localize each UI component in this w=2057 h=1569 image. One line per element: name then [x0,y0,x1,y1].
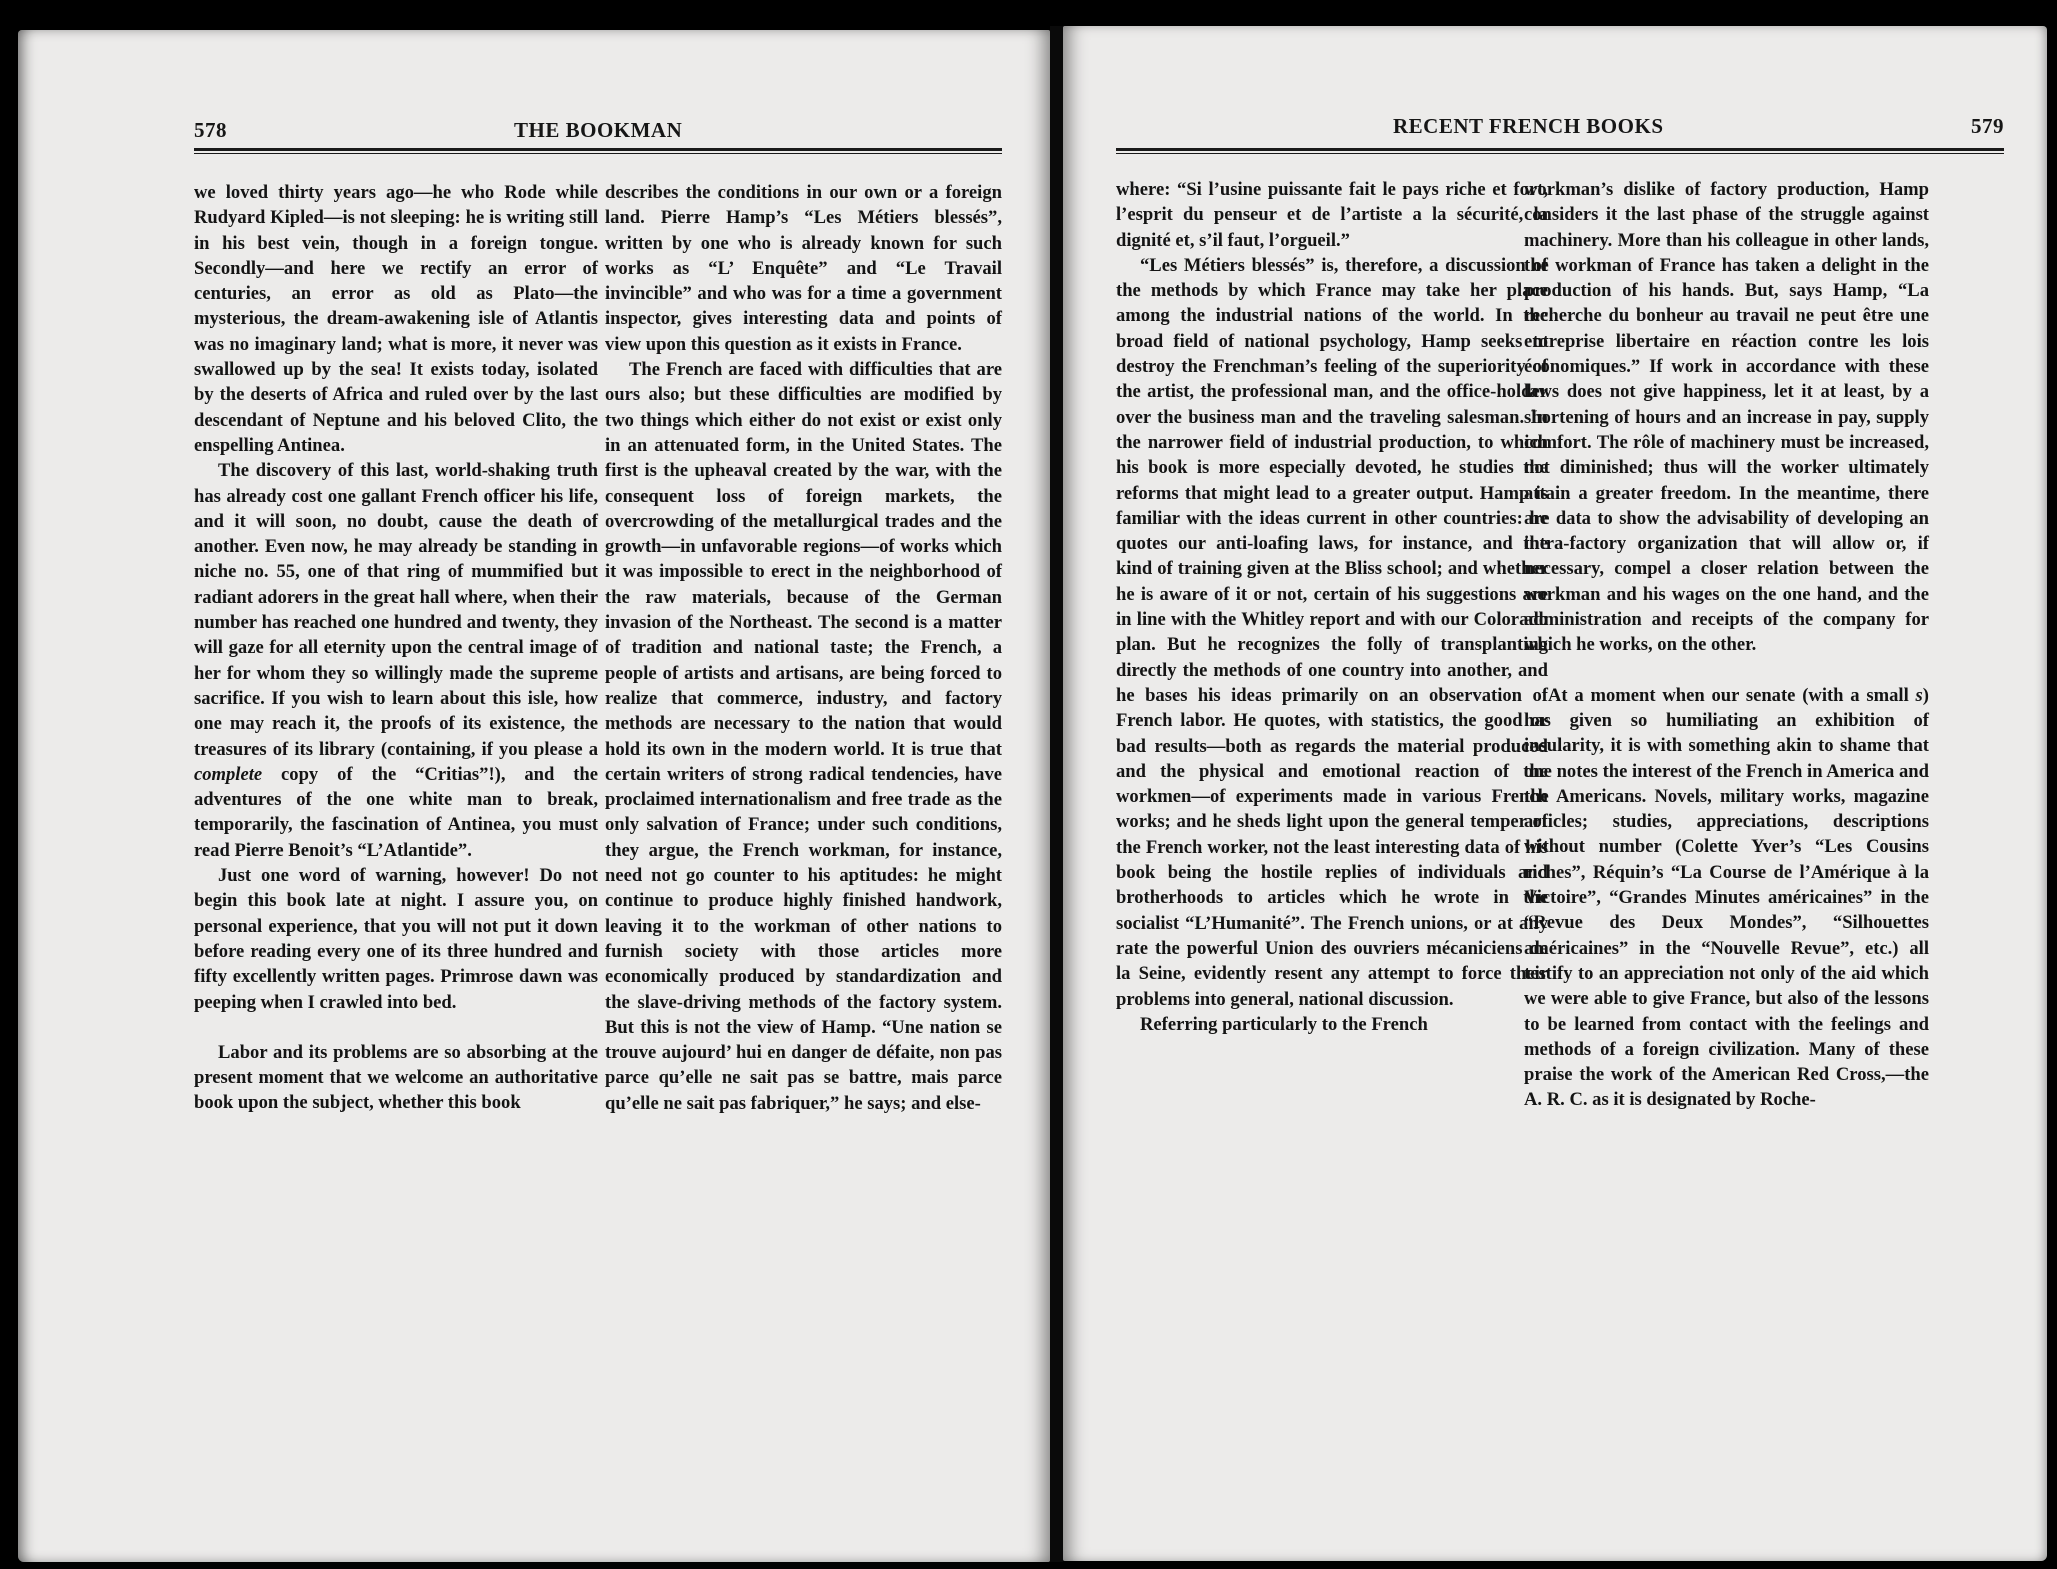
header-rule-left [194,148,1002,154]
paragraph: workman’s dislike of factory production, Hamp considers it the last phase of the struggle against machinery. More than his colleague in other lands, the workman of France has taken a delight in the production of his hands. But, says Hamp, “La recherche du bonheur au travail ne peut être une entreprise libertaire en réaction contre les lois économiques.” If work in accordance with these laws does not give happiness, let it at least, by a shortening of hours and an increase in pay, supply comfort. The rôle of machinery must be increased, not diminished; thus will the worker ultimately attain a greater freedom. In the meantime, there are data to show the advisability of developing an intra-factory organization that will allow or, if necessary, compel a closer relation between the workman and his wages on the one hand, and the administration and receipts of the company for which he works, on the other. [1524,179,1929,656]
text-span: At a moment when our senate (with a small [1548,684,1909,706]
paragraph: we loved thirty years ago—he who Rode while Rudyard Kipled—is not sleeping: he is writing still in his best vein, though in a foreign tongue. Secondly—and here we rectify an error of centuries, an error as old as Plato—the mysterious, the dream-awakening isle of Atlantis was no imaginary land; what is more, it never was swallowed up by the sea! It exists today, isolated by the deserts of Africa and ruled over by the last descendant of Neptune and his beloved Clito, the enspelling Antinea. [194,182,598,456]
emphasis: s [1915,684,1923,706]
book-gutter [1050,26,1063,1562]
paragraph [194,458,598,863]
right-page [1063,26,2047,1561]
emphasis: complete [194,763,263,785]
text-span: ) has given so humiliating an exhibition of insularity, it is with something akin to shame that one notes the interest of the French in America and the Americans. Novels, military works, magazine articles; studies, appreciations, descriptions without number (Colette Yver’s “Les Cousins riches”, Réquin’s “La Course de l’Amérique à la Victoire”, “Grandes Minutes américaines” in the “Revue des Deux Mondes”, “Silhouettes américaines” in the “Nouvelle Revue”, etc.) all testify to an appreciation not only of the aid which we were able to give France, but also of the lessons to be learned from contact with the feelings and methods of a foreign civilization. Many of these praise the work of the American Red Cross,—the A. R. C. as it is designated by Roche- [1524,684,1929,1111]
right-column-1 [1116,177,1548,1037]
paragraph: Just one word of warning, however! Do not begin this book late at night. I assure you, on personal experience, that you will not put it down before reading every one of its three hundred and fifty excellently written pages. Primrose dawn was peeping when I crawled into bed. [194,865,598,1013]
paragraph: Referring particularly to the French [1140,1013,1428,1035]
text-span: copy of the “Critias”!), and the adventures of the one white man to break, temporarily, the fascination of Antinea, you must read Pierre Benoit’s “L’Atlantide”. [194,763,598,861]
header-rule-right [1116,148,2004,154]
paragraph [1524,683,1929,1113]
paragraph: describes the conditions in our own or a foreign land. Pierre Hamp’s “Les Métiers blessés”, written by one who is already known for such works as “L’ Enquête” and “Le Travail invincible” and who was for a time a government inspector, gives interesting data and points of view upon this question as it exists in France. [605,182,1002,355]
running-head-right: RECENT FRENCH BOOKS [1393,114,1664,138]
left-column-1 [194,180,598,1116]
paragraph: Labor and its problems are so absorbing at the present moment that we welcome an authoritative book upon the subject, whether this book [194,1041,598,1114]
running-head-left: THE BOOKMAN [514,118,683,142]
paragraph: where: “Si l’usine puissante fait le pays riche et fort, l’esprit du penseur et de l’artiste a la sécurité, la dignité et, s’il faut, l’orgueil.” [1116,179,1548,251]
text-span: The discovery of this last, world-shaking truth has already cost one gallant French officer his life, and it will soon, no doubt, cause the death of another. Even now, he may already be standing in niche no. 55, one of that ring of mummified but radiant adorers in the great hall where, when their number has reached one hundred and twenty, they will gaze for all eternity upon the central image of her for whom they so willingly made the supreme sacrifice. If you wish to learn about this isle, how one may reach it, the proofs of its existence, the treasures of its library (containing, if you please a [194,460,598,760]
page-number-left: 578 [194,118,227,142]
paragraph: “Les Métiers blessés” is, therefore, a discussion of the methods by which France may take her place among the industrial nations of the world. In the broad field of national psychology, Hamp seeks to destroy the Frenchman’s feeling of the superiority of the artist, the professional man, and the office-holder over the business man and the traveling salesman. In the narrower field of industrial production, to which his book is more especially devoted, he studies the reforms that might lead to a greater output. Hamp is familiar with the ideas current in other countries: he quotes our anti-loafing laws, for instance, and the kind of training given at the Bliss school; and whether he is aware of it or not, certain of his suggestions are in line with the Whitley report and with our Colorado plan. But he recognizes the folly of transplanting directly the methods of one country into another, and he bases his ideas primarily on an observation of French labor. He quotes, with statistics, the good or bad results—both as regards the material produced and the physical and emotional reaction of the workmen—of experiments made in various French works; and he sheds light upon the general temper of the French worker, not the least interesting data of his book being the hostile replies of individuals and brotherhoods to articles which he wrote in the socialist “L’Humanité”. The French unions, or at any rate the powerful Union des ouvriers mécaniciens de la Seine, evidently resent any attempt to force their problems into general, national discussion. [1116,254,1548,1010]
page-number-right: 579 [1971,114,2004,138]
left-column-2 [605,180,1002,1116]
paragraph: The French are faced with difficulties that are ours also; but these difficulties are modified by two things which either do not exist or exist only in an attenuated form, in the United States. The first is the upheaval created by the war, with the consequent loss of foreign markets, the overcrowding of the metallurgical trades and the growth—in unfavorable regions—of works which it was impossible to erect in the neighborhood of the raw materials, because of the German invasion of the Northeast. The second is a matter of tradition and national taste; the French, a people of artists and artisans, are being forced to realize that commerce, industry, and factory methods are necessary to the nation that would hold its own in the modern world. It is true that certain writers of strong radical tendencies, have proclaimed internationalism and free trade as the only salvation of France; under such conditions, they argue, the French workman, for instance, need not go counter to his aptitudes: he might continue to produce highly finished handwork, leaving it to the workman of other nations to furnish society with those articles more economically produced by standardization and the slave-driving methods of the factory system. But this is not the view of Hamp. “Une nation se trouve aujourd’ hui en danger de défaite, non pas parce qu’elle ne sait pas se battre, mais parce qu’elle ne sait pas fabriquer,” he says; and else- [605,359,1002,1114]
right-column-2 [1524,177,1929,1113]
left-page [18,30,1050,1562]
